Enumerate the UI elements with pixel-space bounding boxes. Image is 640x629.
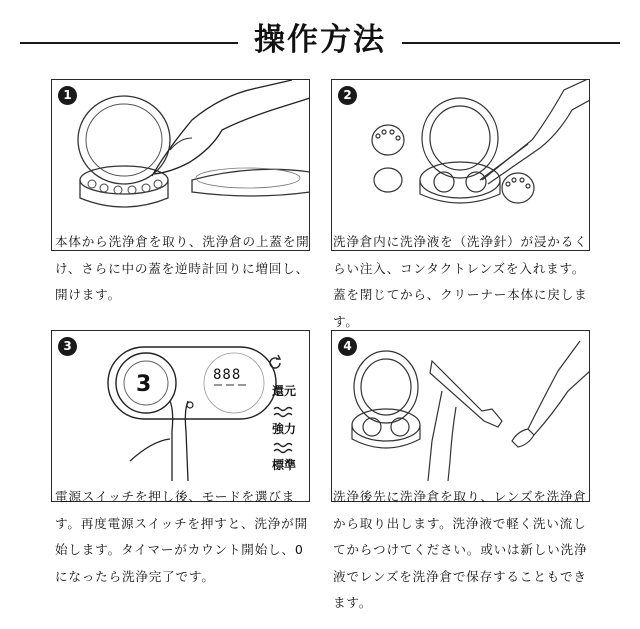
reduce-mode-icon: [270, 355, 280, 368]
header: [0, 14, 640, 58]
step-4-number-badge: 4: [338, 337, 357, 356]
mode-label-reduce: 還元: [272, 384, 297, 398]
open-case-hand-illustration: [52, 80, 310, 251]
timer-display: 888: [213, 367, 242, 383]
standard-mode-icon: [274, 444, 292, 453]
fill-solution-illustration: [332, 80, 590, 251]
title-divider-right: [402, 42, 620, 44]
step-2-description: 洗浄倉内に洗浄液を（洗浄針）が浸かるくらい注入、コンタクトレンズを入れます。蓋を閉じてから、クリーナー本体に戻します。: [333, 234, 588, 329]
rinse-lens-illustration: [332, 331, 590, 502]
control-panel-illustration: [52, 331, 310, 502]
step-1-description: 本体から洗浄倉を取り、洗浄倉の上蓋を開け、さらに中の蓋を逆時計回りに増回し、開けます。: [55, 234, 310, 302]
svg-text:3: 3: [136, 372, 152, 397]
step-4-illustration: [331, 330, 590, 502]
strong-mode-icon: [274, 408, 292, 417]
step-3-description: 電源スイッチを押し後、モードを選びます。再度電源スイッチを押すと、洗浄が開始します。タイマーがカウント開始し、0になったら洗浄完了です。: [55, 489, 308, 584]
step-1-number-badge: 1: [58, 86, 77, 105]
step-1-illustration: [51, 79, 310, 251]
step-4-description: 洗浄後先に洗浄倉を取り、レンズを洗浄倉から取り出します。洗浄液で軽く洗い流してからつけてください。或いは新しい洗浄液でレンズを洗浄倉で保存することもできます。: [333, 489, 588, 610]
page-title: 操作方法: [254, 22, 386, 58]
mode-label-strong: 強力: [272, 422, 297, 436]
title-divider-left: [20, 42, 238, 44]
mode-label-standard: 標準: [272, 458, 297, 472]
step-3-number-badge: 3: [58, 337, 77, 356]
step-2-illustration: [331, 79, 590, 251]
step-2-number-badge: 2: [338, 86, 357, 105]
step-3-illustration: [51, 330, 310, 502]
